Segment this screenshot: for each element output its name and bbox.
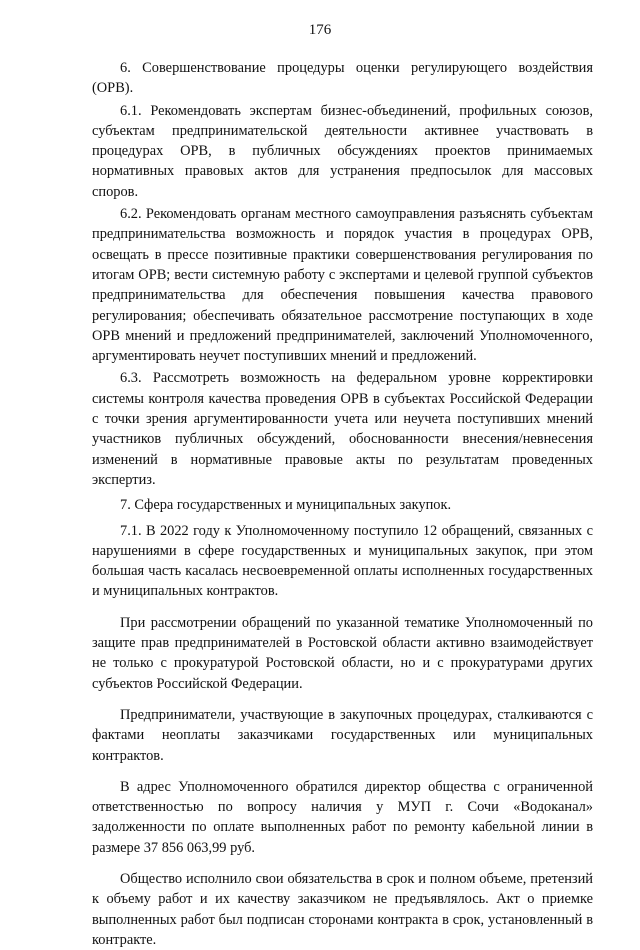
paragraph-6-1: 6.1. Рекомендовать экспертам бизнес-объединений, профильных союзов, субъектам предпринимательской деятельности активнее участвовать в процедурах ОРВ, в публичных обсуждениях проектов принимаемых нормативных правовых актов для устранения предпосылок для массовых споров.	[92, 102, 593, 200]
section-7-heading: 7. Сфера государственных и муниципальных закупок.	[120, 497, 452, 514]
paragraph-vodokanal-case: В адрес Уполномоченного обратился директор общества с ограниченной ответственностью по вопросу наличия у МУП г. Сочи «Водоканал» задолженности по оплате выполненных работ по ремонту кабельной линии в размере 37 856 063,99 руб.	[92, 778, 593, 856]
document-body	[92, 58, 593, 950]
paragraph-6-2: 6.2. Рекомендовать органам местного самоуправления разъяснять субъектам предпринимательства возможность и порядок участия в процедурах ОРВ, освещать в прессе позитивные практики совершенствования регулирования по итогам ОРВ; вести системную работу с экспертами и целевой группой субъектов предпринимательства для обеспечения повышения качества правового регулирования; обеспечивать обязательное рассмотрение поступающих в ходе ОРВ мнений и предложений предпринимателей, заключений Уполномоченного, аргументировать неучет поступивших мнений и предложений.	[92, 206, 593, 365]
page-number: 176	[308, 22, 332, 38]
paragraph-obligations: Общество исполнило свои обязательства в срок и полном объеме, претензий к объему работ и их качеству заказчиком не предъявлялось. Акт о приемке выполненных работ был подписан сторонами контракта в срок, установленный в контракте.	[92, 870, 593, 948]
paragraph-cooperation: При рассмотрении обращений по указанной тематике Уполномоченный по защите прав предпринимателей в Ростовской области активно взаимодействует не только с прокуратурой Ростовской области, но и с прокуратурами других субъектов Российской Федерации.	[92, 614, 593, 692]
paragraph-6-3: 6.3. Рассмотреть возможность на федеральном уровне корректировки системы контроля качества проведения ОРВ в субъектах Российской Федерации с точки зрения аргументированности учета или неучета поступивших мнений участников публичных обсуждений, обоснованности внесения/невнесения изменений в нормативные правовые акты по результатам проведенных экспертиз.	[92, 370, 593, 488]
section-6-heading: 6. Совершенствование процедуры оценки регулирующего воздействия (ОРВ).	[92, 60, 593, 97]
paragraph-non-payment: Предприниматели, участвующие в закупочных процедурах, сталкиваются с фактами неоплаты заказчиками государственных или муниципальных контрактов.	[92, 706, 593, 764]
paragraph-7-1: 7.1. В 2022 году к Уполномоченному поступило 12 обращений, связанных с нарушениями в сфере государственных и муниципальных закупок, при этом большая часть касалась несвоевременной оплаты исполненных государственных и муниципальных контрактов.	[92, 522, 593, 600]
